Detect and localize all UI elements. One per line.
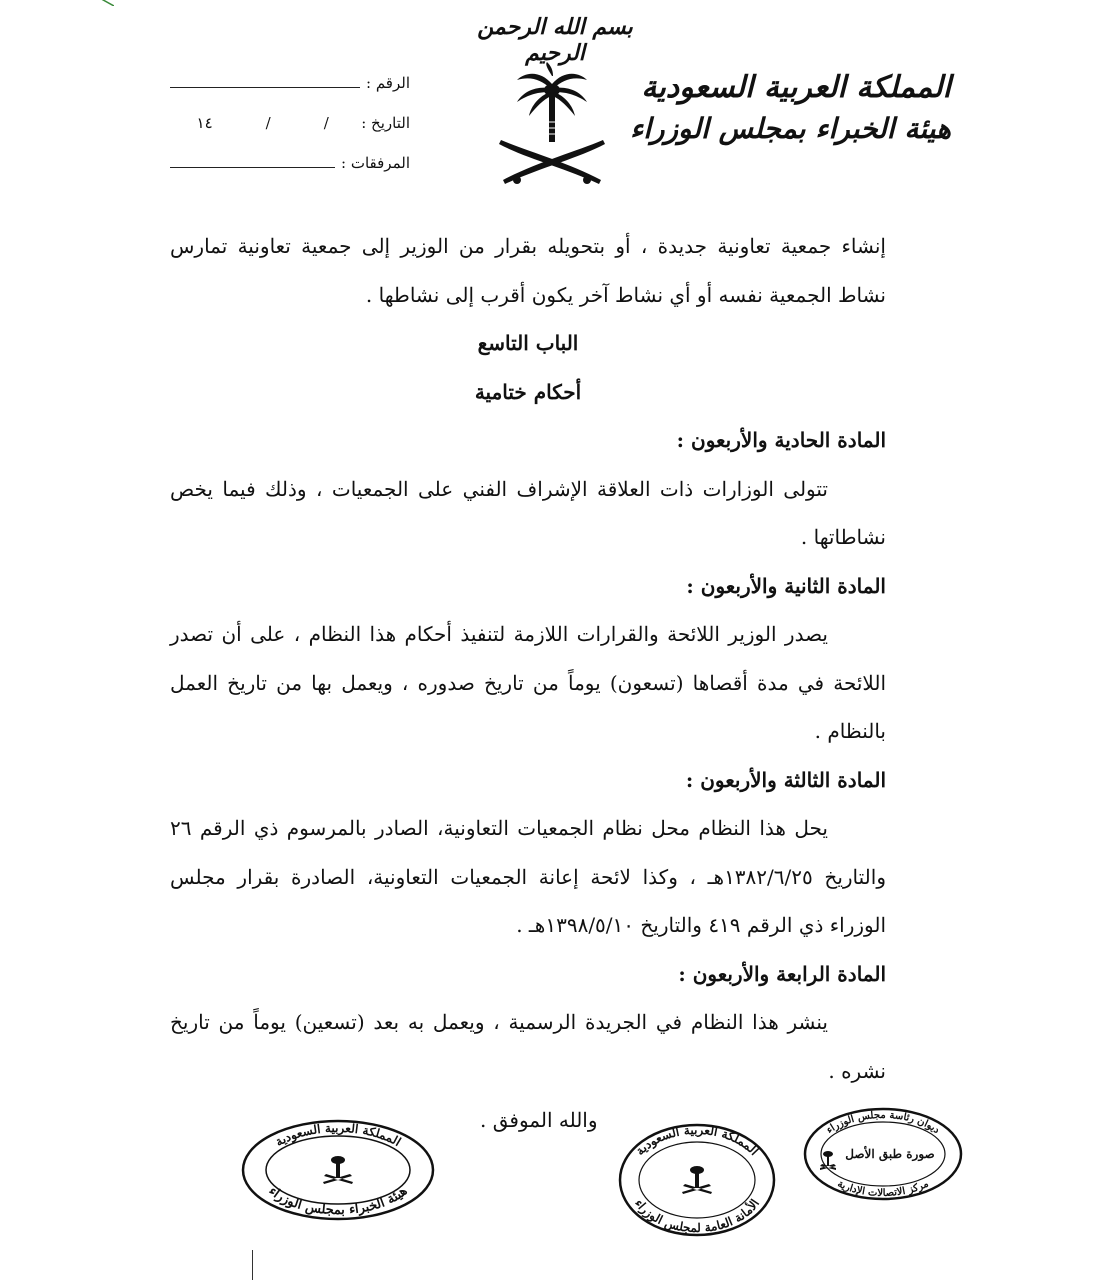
- article-43-text: يحل هذا النظام محل نظام الجمعيات التعاونية، الصادر بالمرسوم ذي الرقم ٢٦ والتاريخ ١٣٨٢/٦/٢٥هـ ، وكذا لائحة إعانة الجمعيات التعاونية، الصادرة بقرار مجلس الوزراء ذي الرقم ٤١٩ والتاريخ ١٣٩٨/٥/١٠هـ .: [170, 816, 886, 937]
- basmala: بسم الله الرحمن الرحيم: [477, 14, 633, 66]
- stamp-true-copy: [802, 1106, 964, 1202]
- stamp-experts-commission: [240, 1118, 436, 1222]
- org-name-line1: المملكة العربية السعودية: [641, 70, 951, 105]
- number-label: الرقم :: [366, 74, 410, 92]
- closing-phrase: والله الموفق .: [480, 1108, 598, 1132]
- letter-meta: [170, 52, 410, 172]
- date-century: ١٤: [196, 114, 213, 132]
- article-42-title: المادة الثانية والأربعون :: [686, 573, 886, 598]
- chapter-title: أحكام ختامية: [474, 379, 582, 404]
- margin-mark: [252, 1250, 253, 1280]
- chapter-heading: الباب التاسع: [477, 331, 579, 355]
- date-row: [170, 92, 410, 132]
- number-row: [170, 52, 410, 92]
- svg-text:المملكة العربية السعودية: [633, 1123, 761, 1158]
- date-slash-2: /: [265, 114, 271, 132]
- continuation-paragraph: إنشاء جمعية تعاونية جديدة ، أو بتحويله بقرار من الوزير إلى جمعية تعاونية تمارس نشاط الجمعية نفسه أو أي نشاط آخر يكون أقرب إلى نشاطها .: [170, 234, 886, 307]
- svg-text:المملكة العربية السعودية: [273, 1121, 404, 1149]
- stamp-right-bottom-text: مركز الاتصالات الإدارية: [835, 1178, 931, 1200]
- stamp-left-bottom-text: هيئة الخبراء بمجلس الوزراء: [265, 1183, 411, 1219]
- article-42-text: يصدر الوزير اللائحة والقرارات اللازمة لتنفيذ أحكام هذا النظام ، على أن تصدر اللائحة في مدة أقصاها (تسعون) يوماً من تاريخ صدوره ، ويعمل بها من تاريخ العمل بالنظام .: [170, 622, 886, 743]
- date-slash-1: /: [323, 114, 329, 132]
- attachments-row: [170, 132, 410, 172]
- stamp-right-top-text: ديوان رئاسة مجلس الوزراء: [824, 1109, 942, 1137]
- corner-mark: [96, 0, 114, 6]
- attachments-label: المرفقات :: [341, 154, 410, 172]
- attachments-line: [170, 157, 335, 168]
- stamp-right-middle-text: صورة طبق الأصل: [845, 1147, 935, 1161]
- date-slashes: [170, 114, 355, 132]
- article-44-text: ينشر هذا النظام في الجريدة الرسمية ، ويعمل به بعد (تسعين) يوماً من تاريخ نشره .: [170, 1010, 886, 1083]
- stamp-general-secretariat: [617, 1122, 777, 1238]
- number-line: [170, 77, 360, 88]
- svg-text:ديوان رئاسة مجلس الوزراء: [825, 1110, 942, 1136]
- stamp-middle-top-text: المملكة العربية السعودية: [632, 1122, 762, 1158]
- date-label: التاريخ :: [361, 114, 410, 132]
- document-body: [170, 222, 886, 1095]
- stamp-middle-bottom-text: الأمانة العامة لمجلس الوزراء: [631, 1196, 763, 1236]
- org-name-line2: هيئة الخبراء بمجلس الوزراء: [630, 112, 951, 145]
- saudi-emblem-icon: [495, 62, 610, 192]
- article-41-title: المادة الحادية والأربعون :: [676, 428, 886, 452]
- article-41-text: تتولى الوزارات ذات العلاقة الإشراف الفني على الجمعيات ، وذلك فيما يخص نشاطاتها .: [170, 476, 886, 549]
- article-43-title: المادة الثالثة والأربعون :: [685, 767, 886, 792]
- stamp-left-top-text: المملكة العربية السعودية: [272, 1120, 404, 1150]
- svg-text:هيئة الخبراء بمجلس الوزراء: [266, 1184, 411, 1218]
- article-44-title: المادة الرابعة والأربعون :: [678, 961, 886, 986]
- svg-text:الأمانة العامة لمجلس الوزراء: [632, 1197, 762, 1235]
